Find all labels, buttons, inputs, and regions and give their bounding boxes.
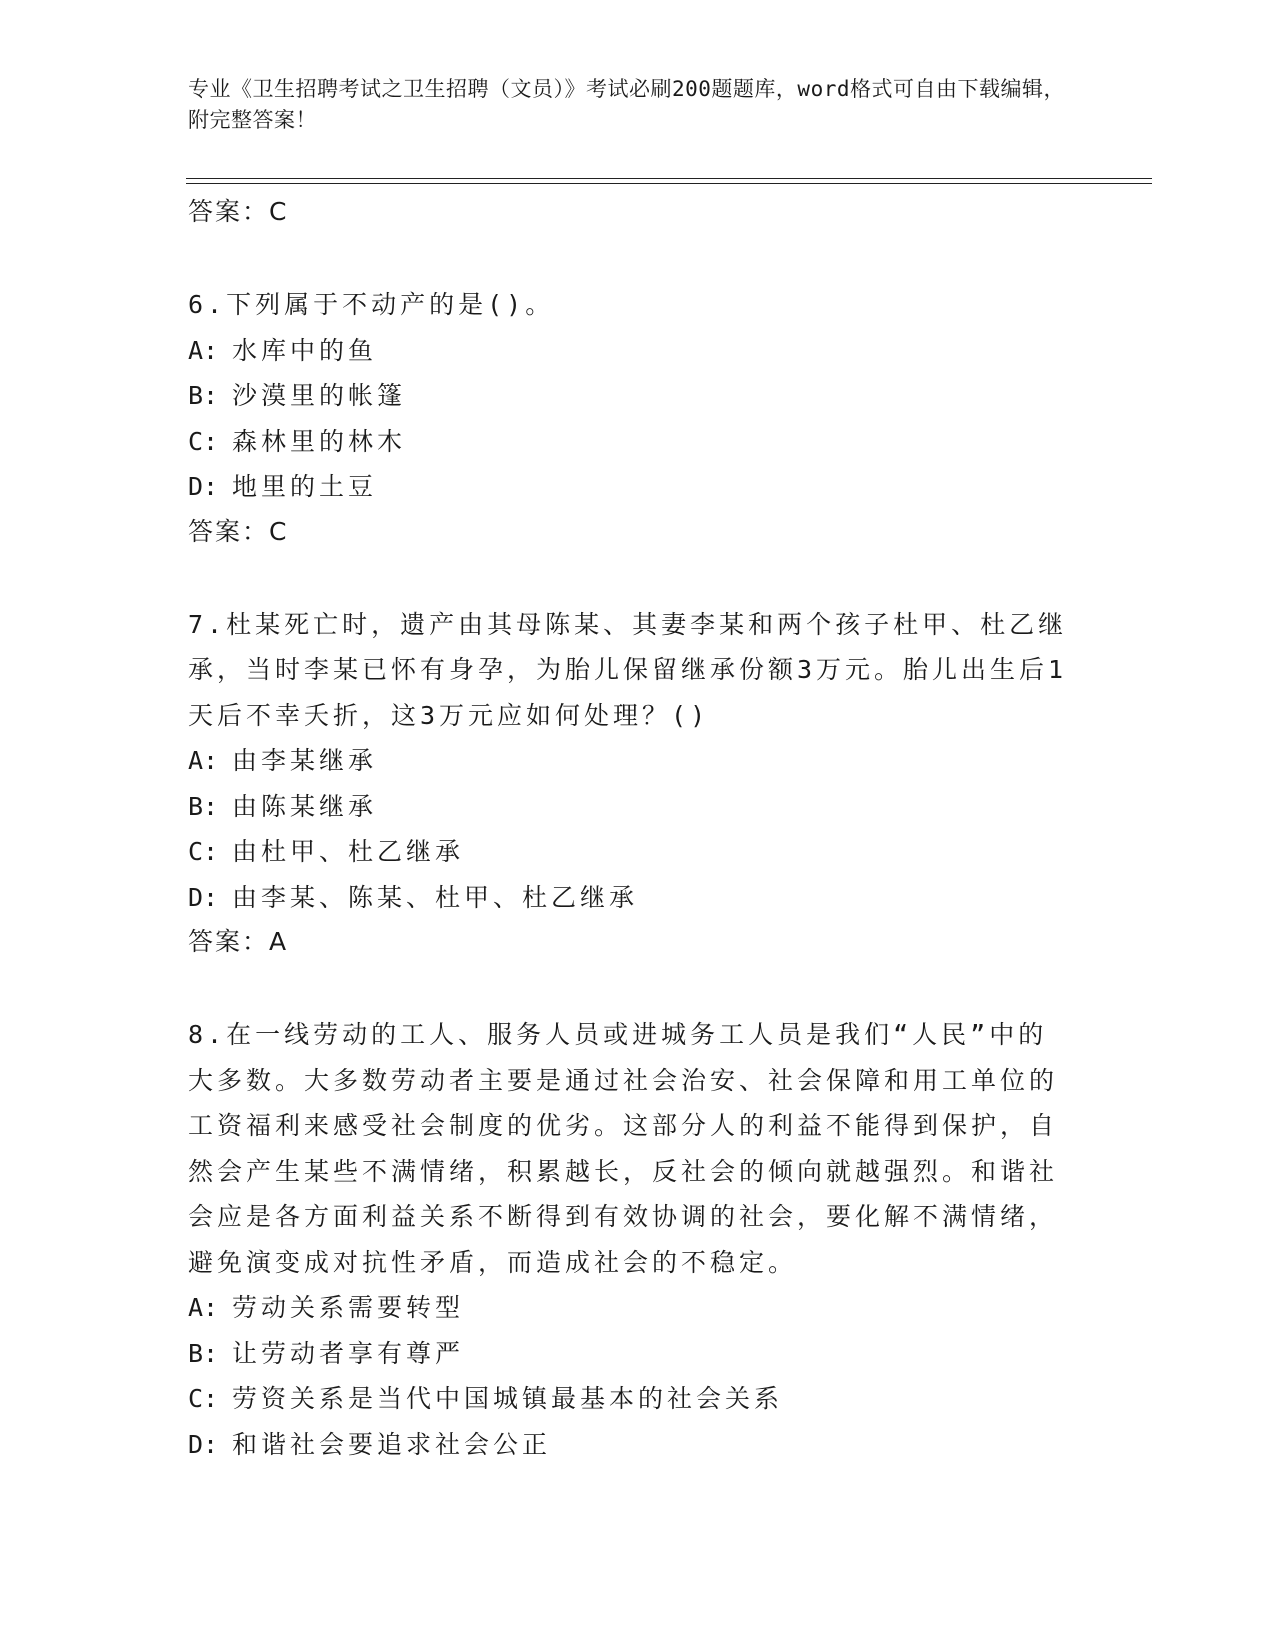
question-8	[188, 1012, 1068, 1467]
option-key: A:	[188, 335, 219, 365]
option-d	[188, 464, 1068, 510]
option-text: 让劳动者享有尊严	[232, 1338, 465, 1368]
option-text: 沙漠里的帐篷	[232, 381, 407, 410]
option-text: 水库中的鱼	[232, 335, 378, 365]
option-key: B:	[188, 791, 219, 821]
answer-value: C	[269, 516, 289, 546]
answer-label: 答案：	[188, 927, 270, 956]
option-text: 劳动关系需要转型	[232, 1293, 465, 1322]
option-key: D:	[188, 1429, 219, 1459]
option-key: A:	[188, 1293, 219, 1322]
answer-line	[188, 510, 1068, 554]
answer-line-q5	[188, 190, 1068, 234]
option-key: A:	[188, 746, 219, 775]
question-text: 下列属于不动产的是()。	[226, 290, 555, 319]
option-c	[188, 829, 1068, 875]
option-key: C:	[188, 837, 219, 866]
option-text: 劳资关系是当代中国城镇最基本的社会关系	[232, 1384, 784, 1413]
option-key: B:	[188, 381, 219, 410]
header-rule-bottom	[186, 183, 1152, 184]
question-stem	[188, 282, 1068, 328]
question-number: 6.	[188, 290, 227, 319]
answer-line	[188, 920, 1068, 964]
option-text: 由杜甲、杜乙继承	[232, 837, 465, 866]
option-b	[188, 784, 1068, 830]
option-a	[188, 328, 1068, 374]
option-a	[188, 1285, 1068, 1331]
option-key: C:	[188, 1384, 219, 1413]
question-number: 8.	[188, 1020, 227, 1049]
answer-value: A	[269, 927, 289, 956]
answer-label: 答案：	[188, 516, 270, 546]
option-d	[188, 875, 1068, 921]
question-text: 在一线劳动的工人、服务人员或进城务工人员是我们“人民”中的大多数。大多数劳动者主要是通过社会治安、社会保障和用工单位的工资福利来感受社会制度的优劣。这部分人的利益不能得到保护，自然会产生某些不满情绪，积累越长，反社会的倾向就越强烈。和谐社会应是各方面利益关系不断得到有效协调的社会，要化解不满情绪，避免演变成对抗性矛盾，而造成社会的不稳定。	[188, 1020, 1059, 1277]
document-body	[188, 190, 1068, 1467]
option-a	[188, 738, 1068, 784]
question-7	[188, 602, 1068, 965]
option-key: D:	[188, 472, 219, 501]
option-c	[188, 1376, 1068, 1422]
option-b	[188, 373, 1068, 419]
option-key: C:	[188, 426, 219, 456]
option-text: 由李某继承	[232, 746, 378, 775]
question-stem	[188, 1012, 1068, 1285]
option-key: D:	[188, 882, 219, 912]
answer-value: C	[269, 197, 289, 226]
option-c	[188, 419, 1068, 465]
option-text: 地里的土豆	[232, 472, 378, 501]
option-key: B:	[188, 1338, 219, 1368]
question-stem	[188, 602, 1068, 739]
option-d	[188, 1422, 1068, 1468]
header-rule-top	[186, 178, 1152, 179]
option-text: 和谐社会要追求社会公正	[232, 1429, 552, 1459]
answer-label: 答案：	[188, 197, 270, 226]
question-number: 7.	[188, 609, 227, 639]
option-text: 由陈某继承	[232, 791, 378, 821]
option-text: 由李某、陈某、杜甲、杜乙继承	[232, 882, 639, 912]
document-header: 专业《卫生招聘考试之卫生招聘（文员）》考试必刷200题题库，word格式可自由下载编辑，附完整答案！	[188, 77, 1065, 132]
option-b	[188, 1331, 1068, 1377]
question-text: 杜某死亡时，遗产由其母陈某、其妻李某和两个孩子杜甲、杜乙继承，当时李某已怀有身孕，为胎儿保留继承份额3万元。胎儿出生后1天后不幸夭折，这3万元应如何处理？()	[188, 609, 1068, 730]
question-6	[188, 282, 1068, 554]
option-text: 森林里的林木	[232, 426, 407, 456]
